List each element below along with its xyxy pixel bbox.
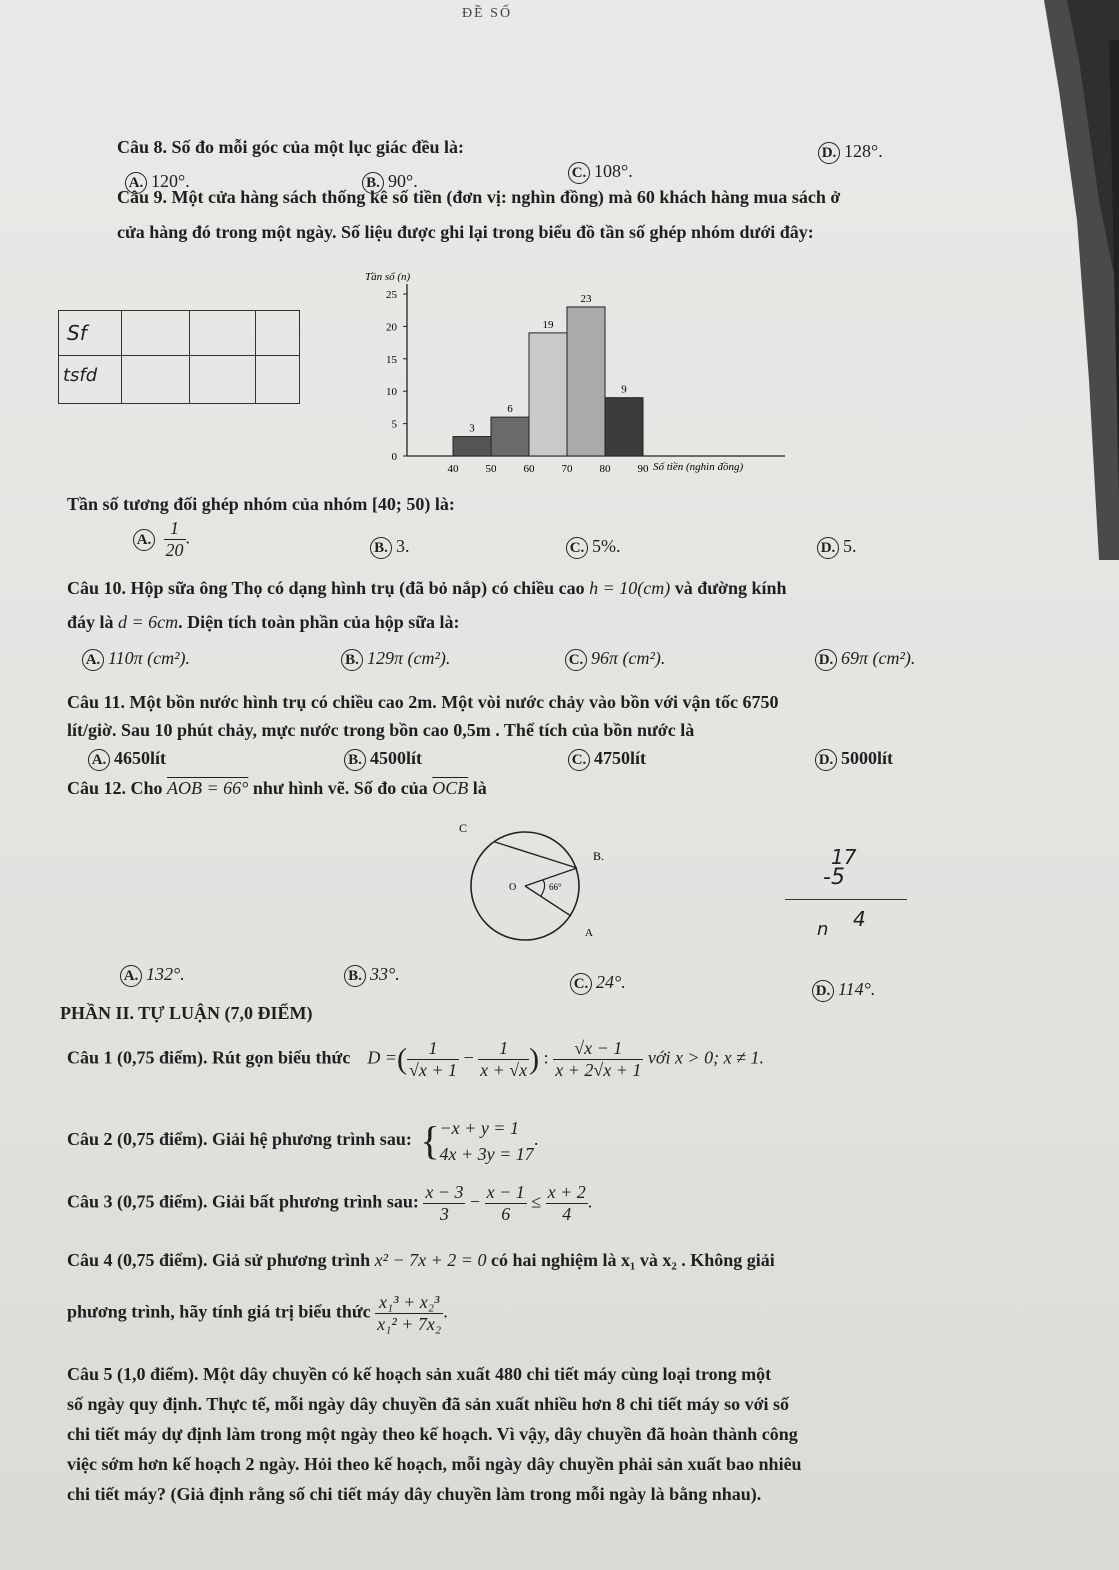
q9-option-a: A. $\frac{1}{20}$ . — [133, 518, 190, 561]
bar-value-label: 6 — [507, 403, 513, 416]
q9-line2: cửa hàng đó trong một ngày. Số liệu được ghi lại trong biểu đồ tần số ghép nhóm dưới đây: — [117, 222, 814, 242]
q12-option-b: B. 33°. — [344, 964, 400, 987]
x-tick-label: 60 — [523, 463, 535, 475]
e5-label: Câu 5 (1,0 điểm). — [67, 1364, 199, 1384]
y-tick-label: 20 — [386, 321, 397, 334]
q12-option-a: A. 132°. — [120, 964, 185, 987]
option-letter: C. — [568, 162, 590, 184]
q9-option-b: B. 3. — [370, 536, 410, 559]
segment-o-a — [525, 886, 571, 916]
segment-c-b — [495, 842, 577, 868]
point-o-label: O — [509, 882, 517, 893]
angle-66-label: 66° — [549, 882, 562, 892]
y-tick-label: 10 — [386, 386, 397, 399]
option-letter: A. — [88, 749, 110, 771]
q8-line — [117, 137, 464, 158]
q8-option-d: D. 128°. — [818, 141, 883, 164]
fraction-x-plus-2-over-4: $\frac{x + 2}{4}$ — [547, 1182, 586, 1224]
option-letter: A. — [120, 965, 142, 987]
y-tick-label: 15 — [386, 353, 397, 366]
option-letter: D. — [817, 537, 839, 559]
y-tick-label: 5 — [391, 418, 397, 431]
e1-label: Câu 1 (0,75 điểm). — [67, 1047, 208, 1068]
option-letter: B. — [370, 537, 392, 559]
fraction-1-20: $\frac{1}{20}$ — [165, 518, 184, 560]
y-tick-label: 0 — [391, 451, 397, 463]
q8-text: Số đo mỗi góc của một lục giác đều là: — [171, 137, 465, 157]
option-letter: C. — [565, 649, 587, 671]
q10-option-c: C. 96π (cm²). — [565, 648, 665, 671]
q9-label: Câu 9. — [117, 187, 168, 207]
table-row-label-sf: Sf — [67, 321, 87, 345]
option-letter: D. — [815, 649, 837, 671]
e1-line: Câu 1 (0,75 điểm). Rút gọn biểu thức D =( $\frac{1}{√x + 1}$ − $\frac{1}{x + √x}$ ) : $\frac{√x - 1}{x + 2√x + 1}$ với x > 0; x ≠ 1. — [67, 1038, 764, 1080]
fraction-cubes-over-squares: $\frac{\text{x₁³ + x₂³}}{\text{x₁² + 7x₂}}$ — [377, 1292, 442, 1334]
e5-line4: việc sớm hơn kế hoạch 2 ngày. Hỏi theo kế hoạch, mỗi ngày dây chuyền phải sản xuất bao nhiêu — [67, 1454, 802, 1474]
bar-[80;90) — [605, 398, 643, 456]
fraction-x-minus-1-over-6: $\frac{x - 1}{6}$ — [486, 1182, 525, 1224]
arc-ocb: $\overline{OCB}$ — [432, 778, 469, 798]
q10-line2: đáy là d = 6cm. Diện tích toàn phần của hộp sữa là: — [67, 612, 460, 632]
q12-option-c: C. 24°. — [570, 972, 626, 995]
part2-title: PHẦN II. TỰ LUẬN (7,0 ĐIỂM) — [60, 1003, 313, 1023]
fraction-x-minus-3-over-3: $\frac{x - 3}{3}$ — [425, 1182, 464, 1224]
frequency-histogram — [345, 270, 815, 480]
angle-aob: AOB = 66° — [167, 778, 249, 798]
q8-option-c: C. 108°. — [568, 161, 633, 184]
e3-label: Câu 3 (0,75 điểm). — [67, 1191, 208, 1212]
dark-background-corner — [949, 0, 1119, 560]
option-letter: D. — [812, 980, 834, 1002]
e5-line1: Câu 5 (1,0 điểm). Một dây chuyền có kế hoạch sản xuất 480 chi tiết máy cùng loại trong một — [67, 1364, 772, 1384]
point-c-label: C — [459, 821, 468, 835]
e2-label: Câu 2 (0,75 điểm). — [67, 1129, 208, 1150]
bar-value-label: 23 — [580, 292, 592, 305]
chart-xlabel: Số tiền (nghìn đồng) — [653, 461, 744, 473]
q9-option-d: D. 5. — [817, 536, 857, 559]
option-letter: C. — [570, 973, 592, 995]
chart-ylabel: Tần số (n) — [365, 271, 411, 283]
q12-option-d: D. 114°. — [812, 979, 875, 1002]
fraction-1-over-sqrtx-plus-1: $\frac{1}{√x + 1}$ — [408, 1038, 457, 1080]
bar-[60;70) — [529, 333, 567, 456]
e4-line2: phương trình, hãy tính giá trị biểu thức $\frac{\text{x₁³ + x₂³}}{\text{x₁² + 7x₂}}$ . — [67, 1292, 448, 1334]
x-tick-label: 90 — [637, 463, 649, 475]
option-letter: B. — [344, 749, 366, 771]
equation-system: −x + y = 1 4x + 3y = 17 — [439, 1118, 534, 1164]
q8-option-b: B. 90°. — [362, 171, 418, 194]
q11-option-b: B. 4500lít — [344, 748, 422, 771]
option-letter: B. — [341, 649, 363, 671]
option-letter: A. — [125, 172, 147, 194]
bar-[40;50) — [453, 437, 491, 456]
q9-line1: Câu 9. Một cửa hàng sách thống kê số tiền (đơn vị: nghìn đồng) mà 60 khách hàng mua sách ở — [117, 187, 841, 207]
bar-[50;60) — [491, 417, 529, 456]
q12-line: Câu 12. Cho AOB = 66° như hình vẽ. Số đo của $\overline{OCB}$ là — [67, 778, 487, 798]
option-letter: D. — [818, 142, 840, 164]
e5-line2: số ngày quy định. Thực tế, mỗi ngày dây chuyền đã sản xuất nhiều hơn 8 chi tiết máy so với số — [67, 1394, 790, 1414]
fraction-sqrtx-minus-1: $\frac{√x - 1}{x + 2√x + 1}$ — [555, 1038, 642, 1080]
q10-option-a: A. 110π (cm²). — [82, 648, 190, 671]
point-a-label: A — [585, 927, 593, 939]
option-letter: B. — [362, 172, 384, 194]
e3-line: Câu 3 (0,75 điểm). Giải bất phương trình sau: $\frac{x - 3}{3}$ − $\frac{x - 1}{6}$ ≤ $\frac{x + 2}{4}$ . — [67, 1182, 593, 1224]
q10-label: Câu 10. — [67, 578, 127, 598]
y-tick-label: 25 — [386, 289, 397, 301]
circle-diagram — [455, 820, 615, 945]
x-tick-label: 80 — [599, 463, 611, 475]
option-letter: B. — [344, 965, 366, 987]
option-letter: A. — [82, 649, 104, 671]
e4-label: Câu 4 (0,75 điểm). — [67, 1250, 208, 1270]
x-tick-label: 70 — [561, 463, 573, 475]
q8-label: Câu 8. — [117, 137, 168, 157]
fraction-1-over-x-plus-sqrtx: $\frac{1}{x + √x}$ — [480, 1038, 528, 1080]
e4-line1: Câu 4 (0,75 điểm). Giả sử phương trình x² − 7x + 2 = 0 có hai nghiệm là x₁ và x₂ . Không giải — [67, 1250, 775, 1270]
q11-line1: Câu 11. Một bồn nước hình trụ có chiều cao 2m. Một vòi nước chảy vào bồn với vận tốc 6750 — [67, 692, 779, 712]
bar-value-label: 19 — [542, 318, 554, 331]
handwritten-table — [58, 310, 300, 404]
e2-line: Câu 2 (0,75 điểm). Giải hệ phương trình sau: { −x + y = 1 4x + 3y = 17 . — [67, 1115, 538, 1167]
point-b-label: B. — [593, 849, 605, 863]
q11-option-a: A. 4650lít — [88, 748, 166, 771]
x-tick-label: 50 — [485, 463, 497, 475]
handwritten-subtraction: 17 -5 n 4 — [815, 845, 915, 945]
q9-option-c: C. 5%. — [566, 536, 621, 559]
option-letter: C. — [566, 537, 588, 559]
q11-option-d: D. 5000lít — [815, 748, 893, 771]
x-tick-label: 40 — [447, 463, 459, 475]
bar-value-label: 9 — [621, 383, 627, 396]
bar-[70;80) — [567, 307, 605, 456]
q9-question: Tần số tương đối ghép nhóm của nhóm [40; 50) là: — [67, 494, 455, 514]
q10-option-d: D. 69π (cm²). — [815, 648, 915, 671]
q11-option-c: C. 4750lít — [568, 748, 646, 771]
table-row-label-tsfd: tsfd — [63, 365, 98, 386]
q11-label: Câu 11. — [67, 692, 126, 712]
e5-line5: chi tiết máy? (Giả định rằng số chi tiết máy dây chuyền làm trong mỗi ngày là bằng nhau). — [67, 1484, 762, 1504]
q12-label: Câu 12. — [67, 778, 127, 798]
bar-value-label: 3 — [469, 422, 475, 435]
angle-arc-66 — [541, 880, 545, 896]
q10-line1: Câu 10. Hộp sữa ông Thọ có dạng hình trụ (đã bỏ nắp) có chiều cao h = 10(cm) và đường kính — [67, 578, 787, 598]
page-header: ĐỀ SỐ — [462, 6, 513, 21]
option-letter: C. — [568, 749, 590, 771]
q11-line2: lít/giờ. Sau 10 phút chảy, mực nước trong bồn cao 0,5m . Thể tích của bồn nước là — [67, 720, 695, 740]
e5-line3: chi tiết máy dự định làm trong một ngày theo kế hoạch. Vì vậy, dây chuyền đã hoàn thành công — [67, 1424, 798, 1444]
q10-option-b: B. 129π (cm²). — [341, 648, 450, 671]
option-letter: A. — [133, 529, 155, 551]
option-letter: D. — [815, 749, 837, 771]
q8-option-a: A. 120°. — [125, 171, 190, 194]
